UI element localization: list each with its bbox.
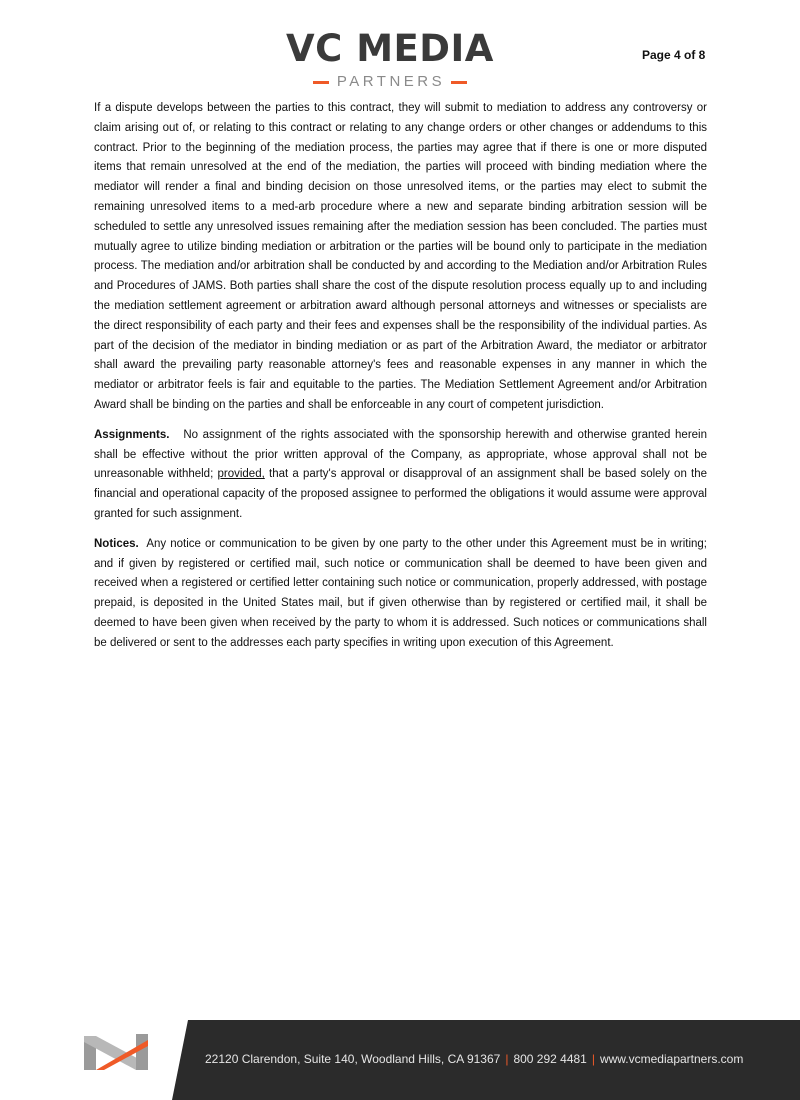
logo-subline: [250, 72, 530, 92]
page-footer: [0, 1020, 800, 1100]
company-mark-icon: [82, 1030, 150, 1074]
company-logo: [250, 28, 530, 92]
notices-text: Any notice or communication to be given by one party to the other under this Agreement must be in writing; and if given by registered or certified mail, such notice or communication shall be deemed to have been given and received when a registered or certified letter containing such notice or communication, properly addressed, with postage prepaid, is deposited in the United States mail, but if given otherwise than by registered or certified mail, it shall be deemed to have been given when received by the party to whom it is addressed. Such notices or communications shall be delivered or sent to the addresses each party specifies in writing upon execution of this Agreement.: [94, 537, 707, 649]
logo-right-bar: [451, 81, 467, 84]
assignments-heading: Assignments.: [94, 428, 170, 441]
footer-separator: |: [505, 1052, 509, 1066]
logo-left-bar: [313, 81, 329, 84]
footer-phone: 800 292 4481: [513, 1052, 587, 1066]
assignments-provided-term: provided,: [217, 468, 265, 481]
assignments-text-part1: No assignment of the rights associated with the sponsorship herewith and otherwise granted herein shall be effective without the prior written approval of the Company, as appropriate, whose approval shall not be unreasonable withheld;: [94, 428, 708, 481]
footer-contact-line: [205, 1052, 743, 1066]
footer-separator: |: [591, 1052, 595, 1066]
notices-paragraph: [94, 535, 707, 654]
assignments-paragraph: [94, 426, 707, 525]
page-number: Page 4 of 8: [642, 48, 706, 62]
footer-website-link[interactable]: www.vcmediapartners.com: [599, 1052, 744, 1066]
assignments-text-part2: that a party's approval or disapproval of an assignment shall be based solely on the financial and operational capacity of the proposed assignee to performed the obligations it would assume were approval granted for such assignment.: [94, 468, 708, 520]
mediation-paragraph: If a dispute develops between the parties to this contract, they will submit to mediation to address any controversy or claim arising out of, or relating to this contract or relating to any change orders or other changes or addendums to this contract. Prior to the beginning of the mediation process, the parties may agree that if there is one or more disputed items that remain unresolved at the end of the mediation, the parties will proceed with binding mediation where the mediator will render a final and binding decision on those unresolved items, or the parties may elect to submit the remaining unresolved items to a med-arb procedure where a new and separate binding arbitration session will be scheduled to settle any unresolved issues remaining after the mediation session has been concluded. The parties must mutually agree to utilize binding mediation or arbitration or the parties will be bound only to participate in the mediation process. The mediation and/or arbitration shall be conducted by and according to the Mediation and/or Arbitration Rules and Procedures of JAMS. Both parties shall share the cost of the dispute resolution process equally up to and including the mediation settlement agreement or arbitration award although personal attorneys and witnesses or specialists are the direct responsibility of each party and their fees and expenses shall be the responsibility of the individual parties. As part of the decision of the mediator in binding mediation or as part of the Arbitration Award, the mediator or arbitrator shall award the prevailing party reasonable attorney's fees and reasonable expenses in any manner in which the mediator or arbitrator feels is fair and equitable to the parties. The Mediation Settlement Agreement and/or Arbitration Award shall be binding on the parties and shall be enforceable in any court of competent jurisdiction.: [94, 102, 707, 411]
footer-address: 22120 Clarendon, Suite 140, Woodland Hills, CA 91367: [205, 1052, 501, 1066]
notices-heading: Notices.: [94, 537, 139, 550]
logo-main-text: VC MEDIA: [286, 27, 494, 70]
document-body: [94, 99, 707, 664]
logo-sub-text: PARTNERS: [336, 73, 446, 90]
